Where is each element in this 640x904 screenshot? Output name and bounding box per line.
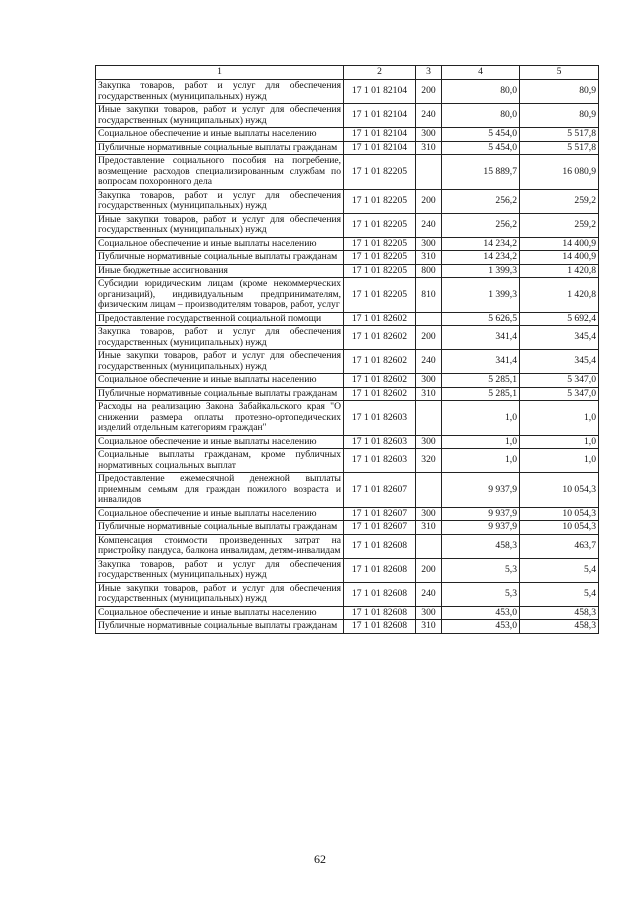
amount-year-1: 80,0: [442, 80, 520, 104]
amount-year-1: 14 234,2: [442, 237, 520, 251]
table-row: [96, 582, 599, 606]
row-description: Иные закупки товаров, работ и услуг для обеспечения государственных (муниципальных) нужд: [96, 104, 344, 128]
expense-type-code: 240: [416, 350, 442, 374]
amount-year-2: 5 347,0: [520, 387, 599, 401]
amount-year-1: 5 454,0: [442, 128, 520, 142]
amount-year-2: 10 054,3: [520, 521, 599, 535]
amount-year-2: 1 420,8: [520, 264, 599, 278]
target-article-code: 17 1 01 82205: [344, 278, 416, 313]
table-row: [96, 558, 599, 582]
expense-type-code: [416, 312, 442, 326]
target-article-code: 17 1 01 82602: [344, 374, 416, 388]
header-col-2: 2: [344, 66, 416, 80]
amount-year-1: 458,3: [442, 534, 520, 558]
table-body: [96, 80, 599, 634]
table-row: [96, 264, 599, 278]
row-description: Предоставление ежемесячной денежной выплаты приемным семьям для граждан пожилого возраста и инвалидов: [96, 473, 344, 508]
target-article-code: 17 1 01 82205: [344, 189, 416, 213]
table-row: [96, 473, 599, 508]
target-article-code: 17 1 01 82608: [344, 606, 416, 620]
header-col-4: 4: [442, 66, 520, 80]
amount-year-2: 80,9: [520, 104, 599, 128]
amount-year-1: 9 937,9: [442, 473, 520, 508]
expense-type-code: 300: [416, 507, 442, 521]
amount-year-1: 256,2: [442, 213, 520, 237]
table-row: [96, 312, 599, 326]
table-header-row: [96, 66, 599, 80]
target-article-code: 17 1 01 82607: [344, 521, 416, 535]
amount-year-2: 5,4: [520, 558, 599, 582]
target-article-code: 17 1 01 82205: [344, 264, 416, 278]
target-article-code: 17 1 01 82205: [344, 237, 416, 251]
target-article-code: 17 1 01 82607: [344, 507, 416, 521]
row-description: Компенсация стоимости произведенных затрат на пристройку пандуса, балкона инвалидам, детям-инвалидам: [96, 534, 344, 558]
amount-year-2: 5 517,8: [520, 141, 599, 155]
row-description: Социальное обеспечение и иные выплаты населению: [96, 507, 344, 521]
amount-year-2: 345,4: [520, 350, 599, 374]
amount-year-2: 10 054,3: [520, 473, 599, 508]
table-row: [96, 606, 599, 620]
table-row: [96, 401, 599, 436]
amount-year-1: 9 937,9: [442, 507, 520, 521]
amount-year-1: 9 937,9: [442, 521, 520, 535]
header-col-3: 3: [416, 66, 442, 80]
amount-year-1: 5 285,1: [442, 374, 520, 388]
expense-type-code: 200: [416, 326, 442, 350]
target-article-code: 17 1 01 82104: [344, 141, 416, 155]
amount-year-2: 5 692,4: [520, 312, 599, 326]
amount-year-1: 1,0: [442, 435, 520, 449]
budget-table: [95, 65, 599, 634]
target-article-code: 17 1 01 82608: [344, 582, 416, 606]
row-description: Социальное обеспечение и иные выплаты населению: [96, 606, 344, 620]
amount-year-1: 453,0: [442, 606, 520, 620]
amount-year-1: 341,4: [442, 326, 520, 350]
table-row: [96, 521, 599, 535]
expense-type-code: 320: [416, 449, 442, 473]
amount-year-1: 80,0: [442, 104, 520, 128]
amount-year-1: 5 626,5: [442, 312, 520, 326]
expense-type-code: 310: [416, 620, 442, 634]
amount-year-2: 463,7: [520, 534, 599, 558]
expense-type-code: [416, 534, 442, 558]
amount-year-2: 1,0: [520, 401, 599, 436]
amount-year-2: 345,4: [520, 326, 599, 350]
row-description: Иные закупки товаров, работ и услуг для обеспечения государственных (муниципальных) нужд: [96, 582, 344, 606]
table-row: [96, 374, 599, 388]
target-article-code: 17 1 01 82205: [344, 251, 416, 265]
table-row: [96, 128, 599, 142]
expense-type-code: 300: [416, 606, 442, 620]
expense-type-code: 300: [416, 128, 442, 142]
row-description: Социальные выплаты гражданам, кроме публичных нормативных социальных выплат: [96, 449, 344, 473]
target-article-code: 17 1 01 82602: [344, 387, 416, 401]
row-description: Социальное обеспечение и иные выплаты населению: [96, 128, 344, 142]
expense-type-code: 310: [416, 251, 442, 265]
amount-year-1: 1,0: [442, 449, 520, 473]
target-article-code: 17 1 01 82205: [344, 155, 416, 190]
amount-year-2: 458,3: [520, 606, 599, 620]
row-description: Иные закупки товаров, работ и услуг для обеспечения государственных (муниципальных) нужд: [96, 213, 344, 237]
target-article-code: 17 1 01 82608: [344, 558, 416, 582]
amount-year-1: 1 399,3: [442, 264, 520, 278]
page-number: 62: [314, 852, 326, 866]
amount-year-1: 15 889,7: [442, 155, 520, 190]
target-article-code: 17 1 01 82603: [344, 435, 416, 449]
amount-year-1: 1,0: [442, 401, 520, 436]
expense-type-code: 200: [416, 80, 442, 104]
table-row: [96, 534, 599, 558]
expense-type-code: 300: [416, 237, 442, 251]
amount-year-1: 256,2: [442, 189, 520, 213]
row-description: Закупка товаров, работ и услуг для обеспечения государственных (муниципальных) нужд: [96, 558, 344, 582]
target-article-code: 17 1 01 82104: [344, 104, 416, 128]
table-row: [96, 155, 599, 190]
target-article-code: 17 1 01 82104: [344, 80, 416, 104]
row-description: Публичные нормативные социальные выплаты гражданам: [96, 521, 344, 535]
amount-year-2: 5 517,8: [520, 128, 599, 142]
row-description: Предоставление государственной социальной помощи: [96, 312, 344, 326]
target-article-code: 17 1 01 82602: [344, 312, 416, 326]
target-article-code: 17 1 01 82607: [344, 473, 416, 508]
expense-type-code: [416, 155, 442, 190]
target-article-code: 17 1 01 82608: [344, 534, 416, 558]
expense-type-code: 240: [416, 104, 442, 128]
amount-year-1: 5,3: [442, 582, 520, 606]
expense-type-code: 200: [416, 189, 442, 213]
header-col-1: 1: [96, 66, 344, 80]
amount-year-2: 14 400,9: [520, 251, 599, 265]
row-description: Публичные нормативные социальные выплаты гражданам: [96, 251, 344, 265]
target-article-code: 17 1 01 82602: [344, 350, 416, 374]
amount-year-2: 16 080,9: [520, 155, 599, 190]
amount-year-2: 5 347,0: [520, 374, 599, 388]
table-row: [96, 189, 599, 213]
expense-type-code: 300: [416, 374, 442, 388]
amount-year-1: 5 454,0: [442, 141, 520, 155]
target-article-code: 17 1 01 82602: [344, 326, 416, 350]
expense-type-code: 310: [416, 141, 442, 155]
table-row: [96, 387, 599, 401]
row-description: Закупка товаров, работ и услуг для обеспечения государственных (муниципальных) нужд: [96, 326, 344, 350]
table-row: [96, 449, 599, 473]
table-row: [96, 213, 599, 237]
row-description: Публичные нормативные социальные выплаты гражданам: [96, 620, 344, 634]
expense-type-code: 310: [416, 387, 442, 401]
amount-year-2: 1,0: [520, 435, 599, 449]
amount-year-2: 14 400,9: [520, 237, 599, 251]
table-row: [96, 104, 599, 128]
amount-year-2: 259,2: [520, 213, 599, 237]
amount-year-2: 10 054,3: [520, 507, 599, 521]
row-description: Социальное обеспечение и иные выплаты населению: [96, 435, 344, 449]
table-row: [96, 435, 599, 449]
target-article-code: 17 1 01 82603: [344, 449, 416, 473]
amount-year-1: 341,4: [442, 350, 520, 374]
target-article-code: 17 1 01 82205: [344, 213, 416, 237]
table-row: [96, 251, 599, 265]
amount-year-2: 259,2: [520, 189, 599, 213]
expense-type-code: 300: [416, 435, 442, 449]
header-col-5: 5: [520, 66, 599, 80]
target-article-code: 17 1 01 82603: [344, 401, 416, 436]
amount-year-1: 5 285,1: [442, 387, 520, 401]
row-description: Публичные нормативные социальные выплаты гражданам: [96, 141, 344, 155]
row-description: Социальное обеспечение и иные выплаты населению: [96, 237, 344, 251]
expense-type-code: 240: [416, 582, 442, 606]
table-row: [96, 278, 599, 313]
row-description: Закупка товаров, работ и услуг для обеспечения государственных (муниципальных) нужд: [96, 80, 344, 104]
table-row: [96, 507, 599, 521]
row-description: Социальное обеспечение и иные выплаты населению: [96, 374, 344, 388]
expense-type-code: 310: [416, 521, 442, 535]
row-description: Субсидии юридическим лицам (кроме некоммерческих организаций), индивидуальным предпринимателям, физическим лицам – производителям товаров, работ, услуг: [96, 278, 344, 313]
row-description: Иные закупки товаров, работ и услуг для обеспечения государственных (муниципальных) нужд: [96, 350, 344, 374]
table-row: [96, 237, 599, 251]
amount-year-1: 1 399,3: [442, 278, 520, 313]
expense-type-code: 800: [416, 264, 442, 278]
target-article-code: 17 1 01 82608: [344, 620, 416, 634]
amount-year-2: 1,0: [520, 449, 599, 473]
row-description: Публичные нормативные социальные выплаты гражданам: [96, 387, 344, 401]
amount-year-2: 458,3: [520, 620, 599, 634]
amount-year-1: 453,0: [442, 620, 520, 634]
table-row: [96, 326, 599, 350]
table-row: [96, 141, 599, 155]
row-description: Закупка товаров, работ и услуг для обеспечения государственных (муниципальных) нужд: [96, 189, 344, 213]
expense-type-code: 810: [416, 278, 442, 313]
table-row: [96, 620, 599, 634]
row-description: Расходы на реализацию Закона Забайкальского края "О снижении размера оплаты протезно-ортопедических изделий отдельным категориям граждан": [96, 401, 344, 436]
row-description: Предоставление социального пособия на погребение, возмещение расходов специализированным службам по вопросам похоронного дела: [96, 155, 344, 190]
amount-year-2: 80,9: [520, 80, 599, 104]
table-row: [96, 350, 599, 374]
amount-year-1: 5,3: [442, 558, 520, 582]
amount-year-2: 5,4: [520, 582, 599, 606]
expense-type-code: [416, 401, 442, 436]
amount-year-2: 1 420,8: [520, 278, 599, 313]
table-row: [96, 80, 599, 104]
target-article-code: 17 1 01 82104: [344, 128, 416, 142]
amount-year-1: 14 234,2: [442, 251, 520, 265]
expense-type-code: [416, 473, 442, 508]
row-description: Иные бюджетные ассигнования: [96, 264, 344, 278]
expense-type-code: 240: [416, 213, 442, 237]
expense-type-code: 200: [416, 558, 442, 582]
